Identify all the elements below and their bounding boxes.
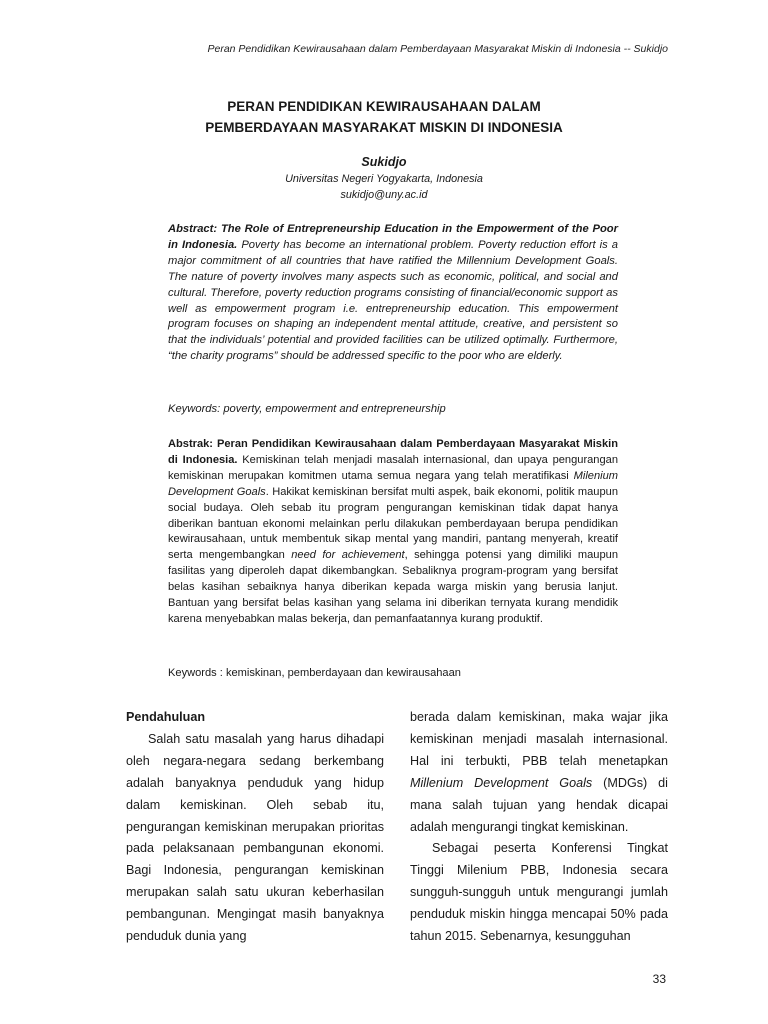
abstract-english-title: Abstract: The Role of Entrepreneurship Education in the Empowerment of the Poor in Indonesia.: [168, 223, 618, 251]
keywords-english: Keywords: poverty, empowerment and entrepreneurship: [168, 403, 446, 415]
keywords-indonesian: Keywords : kemiskinan, pemberdayaan dan kewirausahaan: [168, 667, 461, 679]
body-column-right: [410, 707, 668, 948]
author-name: Sukidjo: [361, 155, 407, 169]
abstract-english: [168, 222, 618, 365]
body-text: berada dalam kemiskinan, maka wajar jika kemiskinan menjadi masalah internasional. Hal ini terbukti, PBB telah menetapkan: [410, 710, 668, 768]
abstract-indonesian-emphasis-1: Milenium Development Goals: [168, 469, 618, 498]
abstract-indonesian-body-1: Kemiskinan telah menjadi masalah internasional, dan upaya pengurangan kemiskinan merupakan komitmen utama semua negara yang telah meratifikasi: [168, 453, 618, 482]
body-paragraph: Sebagai peserta Konferensi Tingkat Tinggi Milenium PBB, Indonesia secara sungguh-sungguh untuk mengurangi jumlah penduduk miskin hingga mencapai 50% pada tahun 2015. Sebenarnya, kesungguhan: [410, 841, 668, 944]
running-header: Peran Pendidikan Kewirausahaan dalam Pemberdayaan Masyarakat Miskin di Indonesia -- Sukidjo: [207, 43, 668, 55]
title-line-1: PERAN PENDIDIKAN KEWIRAUSAHAAN DALAM: [227, 99, 541, 114]
body-text: (MDGs) di mana salah tujuan yang hendak dicapai adalah mengurangi tingkat kemiskinan.: [410, 775, 668, 834]
title-line-2: PEMBERDAYAAN MASYARAKAT MISKIN DI INDONESIA: [205, 120, 563, 135]
body-column-left: [126, 707, 384, 948]
author-email: sukidjo@uny.ac.id: [340, 189, 428, 201]
paper-title: [120, 96, 648, 138]
body-text-emphasis: Millenium Development Goals: [410, 775, 593, 790]
author-affiliation: Universitas Negeri Yogyakarta, Indonesia: [285, 173, 483, 185]
section-heading: Pendahuluan: [126, 710, 206, 724]
body-paragraph: Salah satu masalah yang harus dihadapi oleh negara-negara sedang berkembang adalah banyaknya penduduk yang hidup dalam kemiskinan. Oleh sebab itu, pengurangan kemiskinan merupakan prioritas pada pelaksanaan pembangunan ekonomi. Bagi Indonesia, pengurangan kemiskinan merupakan salah satu ukuran keberhasilan pembangunan. Mengingat masih banyaknya penduduk dunia yang: [126, 731, 384, 944]
page-number: 33: [652, 972, 666, 986]
abstract-indonesian-body-3: , sehingga potensi yang dimiliki maupun fasilitas yang diperoleh dapat dikembangkan. Sebaliknya program-program yang bersifat belas kasihan sebaiknya hanya diberikan kepada warga miskin yang berusia lanjut. Bantuan yang bersifat belas kasihan yang selama ini diberikan ternyata kurang mendidik karena menyebabkan malas bekerja, dan pemanfaatannya kurang produktif.: [168, 549, 618, 625]
abstract-indonesian: [168, 437, 618, 628]
abstract-indonesian-title: Abstrak: Peran Pendidikan Kewirausahaan dalam Pemberdayaan Masyarakat Miskin di Indonesia.: [168, 438, 618, 466]
abstract-english-body: Poverty has become an international problem. Poverty reduction effort is a major commitment of all countries that have ratified the Millennium Development Goals. The nature of poverty involves many aspects such as economic, political, and social and cultural. Therefore, poverty reduction programs consisting of financial/economic support as well as empowerment program i.e. entrepreneurship education. This empowerment program focuses on shaping an independent mental attitude, creative, and persistent so that the individuals’ potential and provided facilities can be utilized optimally. Furthermore, “the charity programs” should be addressed specific to the poor who are elderly.: [168, 238, 618, 363]
body-paragraph-continued: [410, 707, 668, 838]
abstract-indonesian-body-2: . Hakikat kemiskinan bersifat multi aspek, baik ekonomi, politik maupun social budaya. Oleh sebab itu program pengurangan kemiskinan tidak dapat hanya diberikan bantuan ekonomi melainkan perlu dilakukan pemberdayaan berupa pendidikan kewirausahaan, untuk membentuk sikap mental yang mandiri, pantang menyerah, kreatif serta mengembangkan: [168, 485, 618, 562]
abstract-indonesian-emphasis-2: need for achievement: [291, 549, 405, 562]
